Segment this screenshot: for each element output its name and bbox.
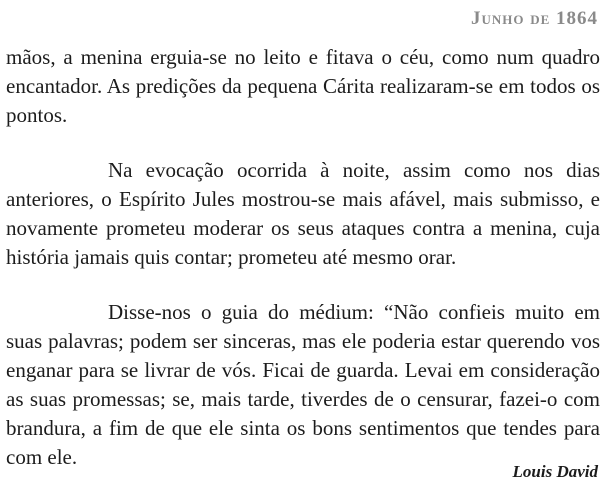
paragraph-3: Disse-nos o guia do médium: “Não confieis muito em suas palavras; podem ser sinceras, mas ele poderia estar querendo vos enganar para se livrar de vós. Ficai de guarda. Levai em consideração as suas promessas; se, mais tarde, tiverdes de o censurar, fazei-o com brandura, a fim de que ele sinta os bons sentimentos que tendes para com ele.	[6, 300, 600, 469]
body-text	[6, 43, 600, 472]
paragraph-2: Na evocação ocorrida à noite, assim como nos dias anteriores, o Espírito Jules mostrou-se mais afável, mais submisso, e novamente prometeu moderar os seus ataques contra a menina, cuja história jamais quis contar; prometeu até mesmo orar.	[6, 158, 600, 269]
author-signature: Louis David	[512, 462, 598, 481]
running-header: Junho de 1864	[470, 8, 598, 29]
paragraph-1: mãos, a menina erguia-se no leito e fitava o céu, como num quadro encantador. As predições da pequena Cárita realizaram-se em todos os pontos.	[6, 45, 600, 127]
